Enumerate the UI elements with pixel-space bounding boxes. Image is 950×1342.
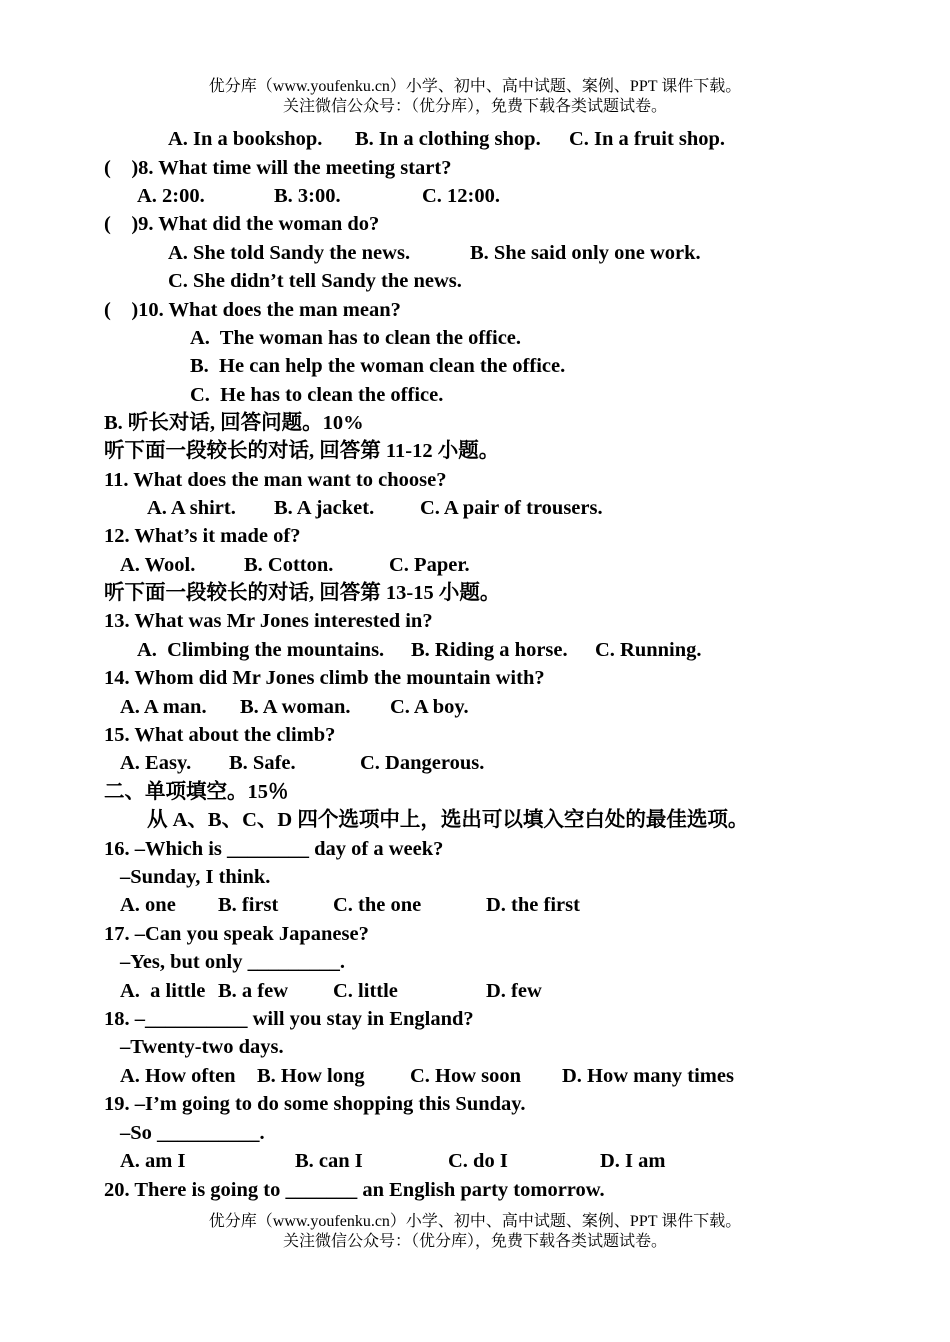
q17-option-d: D. few <box>486 980 542 1002</box>
q16-option-d: D. the first <box>486 894 580 916</box>
q13-question: 13. What was Mr Jones interested in? <box>104 610 433 632</box>
part2-title: 二、单项填空。15％ <box>104 781 289 803</box>
q18-option-d: D. How many times <box>562 1065 734 1087</box>
q19-option-a: A. am I <box>120 1150 186 1172</box>
q8-question: ( )8. What time will the meeting start? <box>104 157 452 179</box>
q16-option-a: A. one <box>120 894 176 916</box>
q13-option-c: C. Running. <box>595 639 702 661</box>
q15-question: 15. What about the climb? <box>104 724 336 746</box>
q13-option-a: A. Climbing the mountains. <box>137 639 385 661</box>
section-b-title: B. 听长对话, 回答问题。10% <box>104 412 364 434</box>
q8-option-c: C. 12:00. <box>422 185 501 207</box>
q9-option-c: C. She didn’t tell Sandy the news. <box>168 270 462 292</box>
q20-question: 20. There is going to _______ an English party tomorrow. <box>104 1179 605 1201</box>
q14-option-a: A. A man. <box>120 696 207 718</box>
header-line-2: 关注微信公众号：（优分库），免费下载各类试题试卷。 <box>282 98 667 115</box>
q10-option-a: A. The woman has to clean the office. <box>190 327 522 349</box>
q15-option-c: C. Dangerous. <box>360 752 485 774</box>
section-b-intro-1: 听下面一段较长的对话, 回答第 11-12 小题。 <box>104 440 500 462</box>
q9-question: ( )9. What did the woman do? <box>104 213 380 235</box>
q19-option-b: B. can I <box>295 1150 363 1172</box>
q17-option-b: B. a few <box>218 980 289 1002</box>
q14-option-b: B. A woman. <box>240 696 351 718</box>
q12-option-b: B. Cotton. <box>244 554 334 576</box>
footer-line-2: 关注微信公众号：（优分库），免费下载各类试题试卷。 <box>282 1233 667 1250</box>
q9-option-a: A. She told Sandy the news. <box>168 242 411 264</box>
q10-option-c: C. He has to clean the office. <box>190 384 444 406</box>
q10-question: ( )10. What does the man mean? <box>104 299 401 321</box>
part2-instruction: 从 A、B、C、D 四个选项中上，选出可以填入空白处的最佳选项。 <box>147 809 749 831</box>
q9-option-b: B. She said only one work. <box>470 242 701 264</box>
q17-option-a: A. a little <box>120 980 206 1002</box>
q15-option-b: B. Safe. <box>229 752 296 774</box>
q17-option-c: C. little <box>333 980 398 1002</box>
q18-option-a: A. How often <box>120 1065 236 1087</box>
q19-option-c: C. do I <box>448 1150 508 1172</box>
q7-option-c: C. In a fruit shop. <box>569 128 726 150</box>
q14-question: 14. Whom did Mr Jones climb the mountain with? <box>104 667 545 689</box>
q16-option-c: C. the one <box>333 894 422 916</box>
q11-option-c: C. A pair of trousers. <box>420 497 603 519</box>
q15-option-a: A. Easy. <box>120 752 192 774</box>
q12-option-c: C. Paper. <box>389 554 470 576</box>
q12-option-a: A. Wool. <box>120 554 196 576</box>
q19-option-d: D. I am <box>600 1150 666 1172</box>
q17-question: 17. –Can you speak Japanese? <box>104 923 369 945</box>
q12-question: 12. What’s it made of? <box>104 525 301 547</box>
q8-option-a: A. 2:00. <box>137 185 205 207</box>
q7-option-a: A. In a bookshop. <box>168 128 323 150</box>
q16-answer: –Sunday, I think. <box>120 866 271 888</box>
footer-line-1: 优分库（www.youfenku.cn）小学、初中、高中试题、案例、PPT 课件下载。 <box>208 1213 742 1230</box>
q18-answer: –Twenty-two days. <box>120 1036 284 1058</box>
q16-question: 16. –Which is ________ day of a week? <box>104 838 444 860</box>
q17-answer: –Yes, but only _________. <box>120 951 345 973</box>
header-line-1: 优分库（www.youfenku.cn）小学、初中、高中试题、案例、PPT 课件下载。 <box>208 78 742 95</box>
q18-question: 18. –__________ will you stay in England? <box>104 1008 474 1030</box>
q11-option-b: B. A jacket. <box>274 497 375 519</box>
q16-option-b: B. first <box>218 894 279 916</box>
q8-option-b: B. 3:00. <box>274 185 341 207</box>
q10-option-b: B. He can help the woman clean the office. <box>190 355 566 377</box>
q7-option-b: B. In a clothing shop. <box>355 128 541 150</box>
q19-answer: –So __________. <box>120 1122 265 1144</box>
q18-option-c: C. How soon <box>410 1065 522 1087</box>
q11-question: 11. What does the man want to choose? <box>104 469 447 491</box>
section-b-intro-2: 听下面一段较长的对话, 回答第 13-15 小题。 <box>104 582 501 604</box>
q19-question: 19. –I’m going to do some shopping this Sunday. <box>104 1093 526 1115</box>
q11-option-a: A. A shirt. <box>147 497 236 519</box>
q18-option-b: B. How long <box>257 1065 365 1087</box>
q14-option-c: C. A boy. <box>390 696 469 718</box>
q13-option-b: B. Riding a horse. <box>411 639 568 661</box>
